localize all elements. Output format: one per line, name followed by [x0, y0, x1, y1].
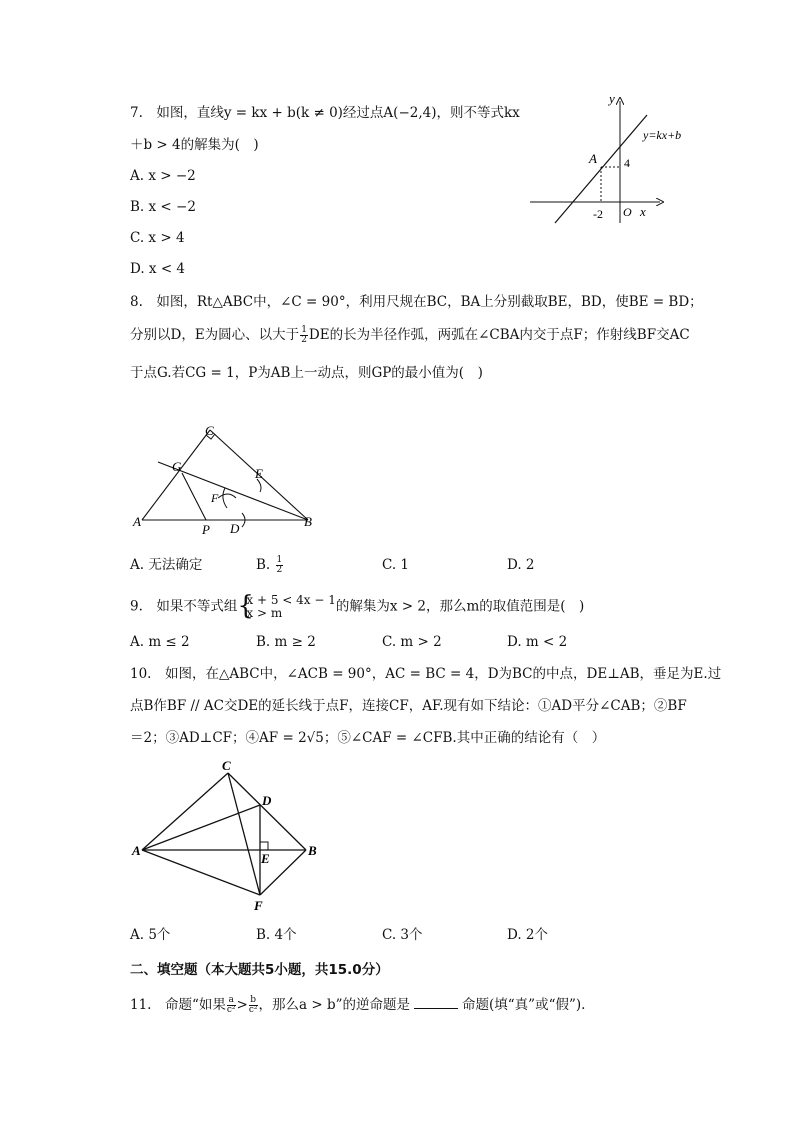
q11-fraction-b: $\frac{b}{\text{c²}}$: [248, 995, 258, 1015]
side-ac: [142, 773, 228, 850]
q8-line2-pre: 分别以D，E为圆心、以大于: [130, 327, 300, 343]
q10-option-d: D. 2个: [507, 927, 549, 943]
q7-figure: [525, 95, 705, 230]
q10-option-c: C. 3个: [382, 927, 423, 943]
q7-line1: 7. 如图，直线y = kx + b(k ≠ 0)经过点A(−2,4)，则不等式kx: [130, 105, 520, 121]
label-c: C: [205, 423, 214, 438]
q8-option-d: D. 2: [507, 557, 535, 573]
q11-fraction-a: $\frac{a}{\text{c²}}$: [226, 995, 236, 1015]
q8-line2: [130, 326, 690, 345]
label-d: D: [230, 521, 240, 536]
label-d: D: [262, 793, 272, 808]
tick-x-neg2: -2: [593, 207, 603, 221]
point-a-label: A: [589, 151, 597, 166]
q11-answer-blank[interactable]: [414, 996, 458, 1009]
section-fill-in-header: 二、填空题（本大题共5小题，共15.0分）: [130, 962, 389, 978]
q8-option-b-fraction: $\frac{1}{2}$: [276, 555, 283, 575]
q9-option-d: D. m < 2: [507, 634, 568, 650]
label-f: F: [211, 491, 219, 505]
label-f: F: [254, 898, 263, 913]
arc-f1: [223, 488, 227, 508]
label-a: A: [132, 843, 141, 858]
q9-inequality-system: { x + 5 < 4x − 1 x > m: [237, 594, 336, 620]
label-g: G: [172, 459, 182, 474]
q10-line2: 点B作BF // AC交DE的延长线于点F，连接CF，AF.现有如下结论：①AD平分∠CAB；②BF: [130, 698, 687, 714]
q10-figure: [130, 755, 330, 915]
q8-figure: [130, 420, 330, 540]
q10-option-a: A. 5个: [130, 927, 171, 943]
q10-line3: ＝2；③AD⊥CF；④AF = 2√5；⑤∠CAF = ∠CFB.其中正确的结论有（ ）: [130, 730, 606, 746]
q8-fraction-half: $\frac{1}{2}$: [301, 325, 307, 345]
tick-y-4: 4: [624, 156, 630, 170]
origin-label: O: [623, 205, 632, 219]
right-angle-mark: [260, 842, 268, 850]
q8-option-c: C. 1: [382, 557, 410, 573]
q9-line: [130, 594, 584, 620]
x-axis-label: x: [640, 204, 646, 219]
q10-line1: 10. 如图，在△ABC中，∠ACB = 90°，AC = BC = 4，D为BC的中点，DE⊥AB，垂足为E.过: [130, 666, 722, 682]
y-axis-label: y: [609, 95, 615, 106]
label-e: E: [261, 851, 270, 866]
q7-option-d: D. x < 4: [130, 261, 186, 277]
q9-option-a: A. m ≤ 2: [130, 634, 190, 650]
q11-greater-than: >: [236, 997, 248, 1013]
q7-option-c: C. x > 4: [130, 230, 185, 246]
label-b: B: [308, 843, 317, 858]
label-p: P: [202, 522, 210, 537]
q8-option-b: B. $\frac{1}{2}$: [256, 555, 283, 575]
q11-line: [130, 996, 585, 1015]
q7-option-a: A. x > −2: [130, 168, 196, 184]
q9-option-c: C. m > 2: [382, 634, 442, 650]
function-label: y=kx+b: [643, 128, 682, 142]
q7-line2: ＋b > 4的解集为( ): [130, 137, 259, 153]
q9-option-b: B. m ≥ 2: [256, 634, 316, 650]
label-a: A: [133, 514, 141, 529]
q11-post2: 命题(填“真”或“假”).: [462, 997, 586, 1013]
segment-af: [142, 850, 260, 895]
segment-cf: [228, 773, 260, 895]
q8-option-a: A. 无法确定: [130, 557, 203, 573]
side-ac: [142, 430, 210, 520]
q8-line1: 8. 如图，Rt△ABC中，∠C = 90°，利用尺规在BC，BA上分别截取BE，BD，使BE = BD；: [130, 294, 703, 310]
side-cb: [228, 773, 306, 850]
q9-post: 的解集为x > 2，那么m的取值范围是( ): [335, 598, 585, 615]
q7-option-b: B. x < −2: [130, 199, 196, 215]
q8-line2-post: DE的长为半径作弧，两弧在∠CBA内交于点F；作射线BF交AC: [308, 327, 690, 343]
q11-post1: ，那么a > b”的逆命题是: [258, 997, 410, 1013]
q10-option-b: B. 4个: [256, 927, 297, 943]
label-e: E: [255, 466, 263, 481]
segment-gp: [182, 473, 206, 520]
q8-line3: 于点G.若CG = 1，P为AB上一动点，则GP的最小值为( ): [130, 365, 483, 381]
q9-pre: 9. 如果不等式组: [130, 598, 238, 615]
arc-f2: [218, 494, 236, 498]
q11-pre: 11. 命题“如果: [130, 997, 226, 1013]
label-b: B: [304, 514, 312, 529]
label-c: C: [222, 758, 231, 773]
